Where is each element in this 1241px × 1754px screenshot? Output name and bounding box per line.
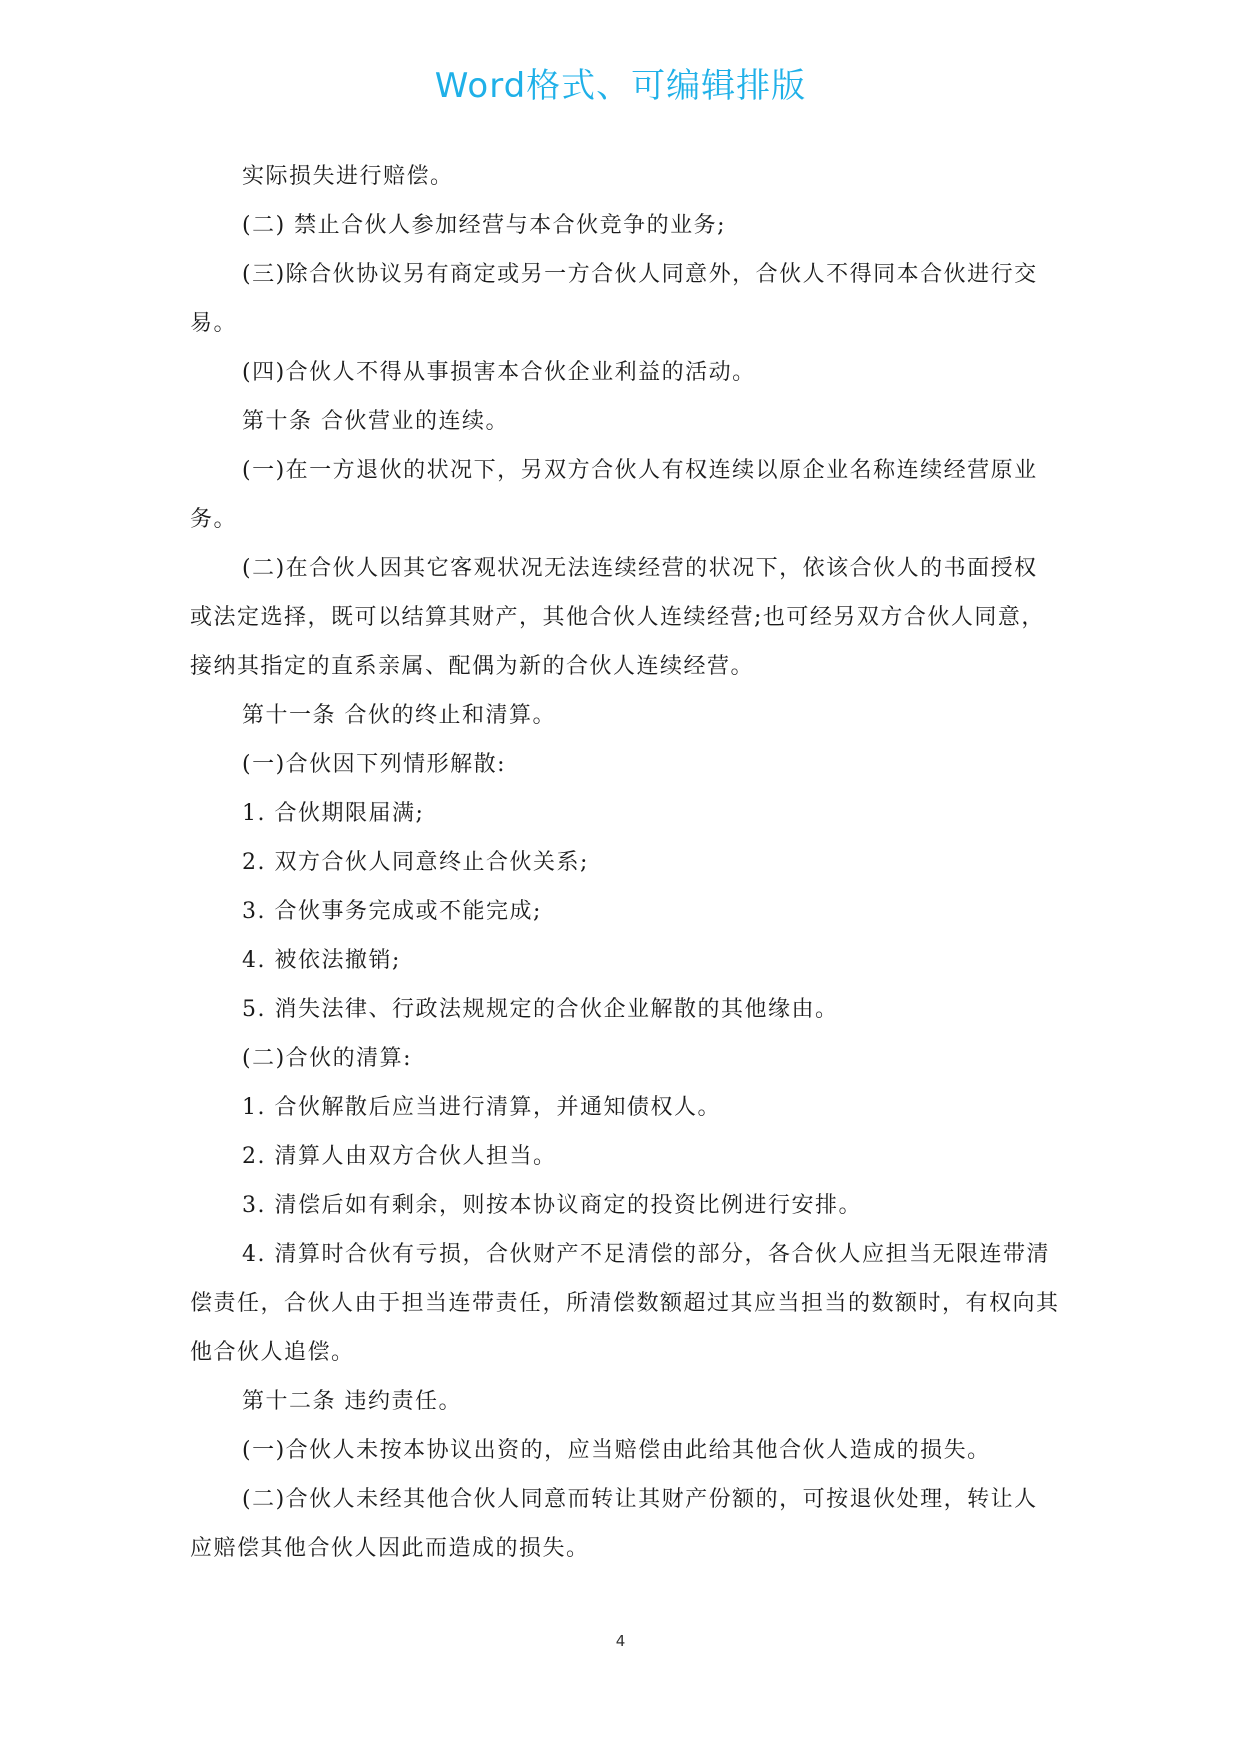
paragraph: 实际损失进行赔偿。 xyxy=(242,164,454,189)
paragraph: (一)合伙人未按本协议出资的，应当赔偿由此给其他合伙人造成的损失。 xyxy=(242,1438,991,1463)
paragraph: (二)合伙的清算: xyxy=(242,1046,413,1071)
paragraph: (三)除合伙协议另有商定或另一方合伙人同意外，合伙人不得同本合伙进行交易。 xyxy=(190,262,1038,336)
section-heading: 第十一条 合伙的终止和清算。 xyxy=(242,703,556,728)
list-item: 1. 合伙期限届满; xyxy=(242,801,425,826)
list-item: 4. 清算时合伙有亏损，合伙财产不足清偿的部分，各合伙人应担当无限连带清偿责任，合伙人由于担当连带责任，所清偿数额超过其应当担当的数额时，有权向其他合伙人追偿。 xyxy=(190,1242,1060,1365)
list-item: 4. 被依法撤销; xyxy=(242,948,401,973)
list-item: 5. 消失法律、行政法规规定的合伙企业解散的其他缘由。 xyxy=(242,997,839,1022)
section-heading: 第十条 合伙营业的连续。 xyxy=(242,409,509,434)
list-item: 2. 双方合伙人同意终止合伙关系; xyxy=(242,850,589,875)
paragraph: (四)合伙人不得从事损害本合伙企业利益的活动。 xyxy=(242,360,756,385)
page-number: 4 xyxy=(615,1632,626,1650)
document-body xyxy=(190,152,1060,1573)
paragraph: (二) 禁止合伙人参加经营与本合伙竞争的业务; xyxy=(242,213,727,238)
paragraph: (二)在合伙人因其它客观状况无法连续经营的状况下，依该合伙人的书面授权或法定选择，既可以结算其财产，其他合伙人连续经营;也可经另双方合伙人同意，接纳其指定的直系亲属、配偶为新的合伙人连续经营。 xyxy=(190,556,1045,679)
section-heading: 第十二条 违约责任。 xyxy=(242,1389,462,1414)
document-header-title: Word格式、可编辑排版 xyxy=(434,66,807,106)
paragraph: (一)在一方退伙的状况下，另双方合伙人有权连续以原企业名称连续经营原业务。 xyxy=(190,458,1038,532)
list-item: 3. 合伙事务完成或不能完成; xyxy=(242,899,542,924)
list-item: 3. 清偿后如有剩余，则按本协议商定的投资比例进行安排。 xyxy=(242,1193,862,1218)
paragraph: (一)合伙因下列情形解散: xyxy=(242,752,507,777)
paragraph: (二)合伙人未经其他合伙人同意而转让其财产份额的，可按退伙处理，转让人应赔偿其他合伙人因此而造成的损失。 xyxy=(190,1487,1038,1561)
list-item: 2. 清算人由双方合伙人担当。 xyxy=(242,1144,557,1169)
list-item: 1. 合伙解散后应当进行清算，并通知债权人。 xyxy=(242,1095,721,1120)
